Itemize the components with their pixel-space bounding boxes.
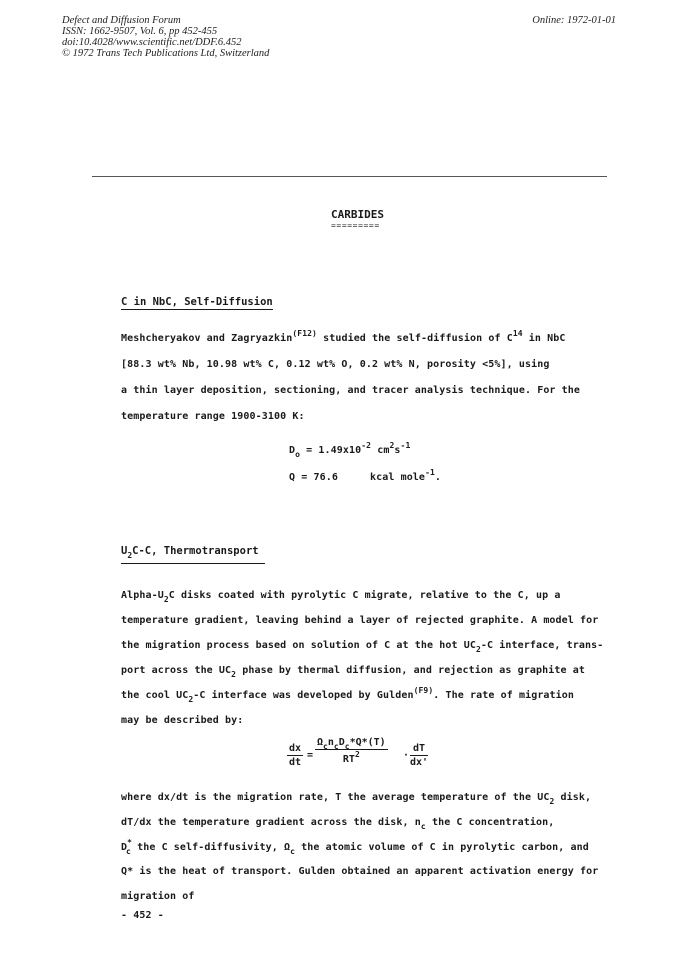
equation-q: Q = 76.6 kcal mole$^{-1}$.: [289, 468, 442, 483]
paragraph-line: a thin layer deposition, sectioning, and tracer analysis technique. For the: [121, 385, 581, 396]
paragraph-line: dT/dx the temperature gradient across the disk, $n_c$ the C concentration,: [121, 817, 555, 831]
paragraph-line: may be described by:: [121, 715, 244, 726]
equation-equals: =: [307, 750, 314, 761]
journal-metadata: [62, 15, 269, 59]
paragraph-line: temperature gradient, leaving behind a layer of rejected graphite. A model for: [121, 615, 599, 626]
paragraph-line: the migration process based on solution of C at the hot $UC_2-C$ interface, trans-: [121, 640, 604, 654]
section-heading-u2c: $U_2C-C$, Thermotransport: [121, 545, 259, 560]
paragraph-line: Q* is the heat of transport. Gulden obtained an apparent activation energy for: [121, 866, 599, 877]
paragraph-line: port across the $UC_2$ phase by thermal diffusion, and rejection as graphite at: [121, 665, 585, 679]
paragraph-line: temperature range 1900-3100 K:: [121, 411, 305, 422]
page-title: CARBIDES: [331, 208, 384, 221]
paragraph-line: $D^*_c$ the C self-diffusivity, $\Omega_c$ the atomic volume of C in pyrolytic carbon, and: [121, 838, 589, 856]
section-heading-nbc: C in NbC, Self-Diffusion: [121, 296, 273, 308]
copyright-line: © 1972 Trans Tech Publications Ltd, Switzerland: [62, 48, 270, 59]
section-heading-underline: [121, 563, 265, 564]
paragraph-line: where dx/dt is the migration rate, T the average temperature of the $UC_2$ disk,: [121, 792, 592, 806]
paragraph-line: migration of: [121, 891, 195, 902]
equation-d0: $D_o = 1.49x10^{-2}$ $cm^2s^{-1}$: [289, 441, 411, 459]
paragraph-line: [88.3 wt% Nb, 10.98 wt% C, 0.12 wt% O, 0.2 wt% N, porosity <5%], using: [121, 359, 550, 370]
online-date: Online: 1972-01-01: [532, 15, 616, 26]
issn-line: ISSN: 1662-9507, Vol. 6, pp 452-455: [62, 26, 218, 37]
paragraph-line: Alpha-$U_2C$ disks coated with pyrolytic C migrate, relative to the C, up a: [121, 590, 561, 604]
equation-main-fraction: $\Omega_cn_cD_c*Q*(T)$ $RT^2$: [317, 737, 386, 765]
paragraph-line: the cool $UC_2-C$ interface was developed by Gulden$^{(F9)}$. The rate of migration: [121, 686, 575, 704]
top-rule: [92, 176, 607, 177]
equation-dot: ·: [403, 750, 410, 761]
paragraph-line: Meshcheryakov and Zagryazkin$^{(F12)}$ studied the self-diffusion of $C^{14}$ in NbC: [121, 329, 566, 344]
equation-lhs-fraction: $\frac{dx}{dt}$: [289, 743, 302, 768]
equation-rhs-fraction: $\frac{dT}{dx'}$: [410, 743, 429, 768]
journal-name: Defect and Diffusion Forum: [62, 15, 181, 26]
page-number: - 452 -: [121, 910, 164, 921]
doi-line: doi:10.4028/www.scientific.net/DDF.6.452: [62, 37, 242, 48]
title-underline: =========: [331, 221, 380, 230]
